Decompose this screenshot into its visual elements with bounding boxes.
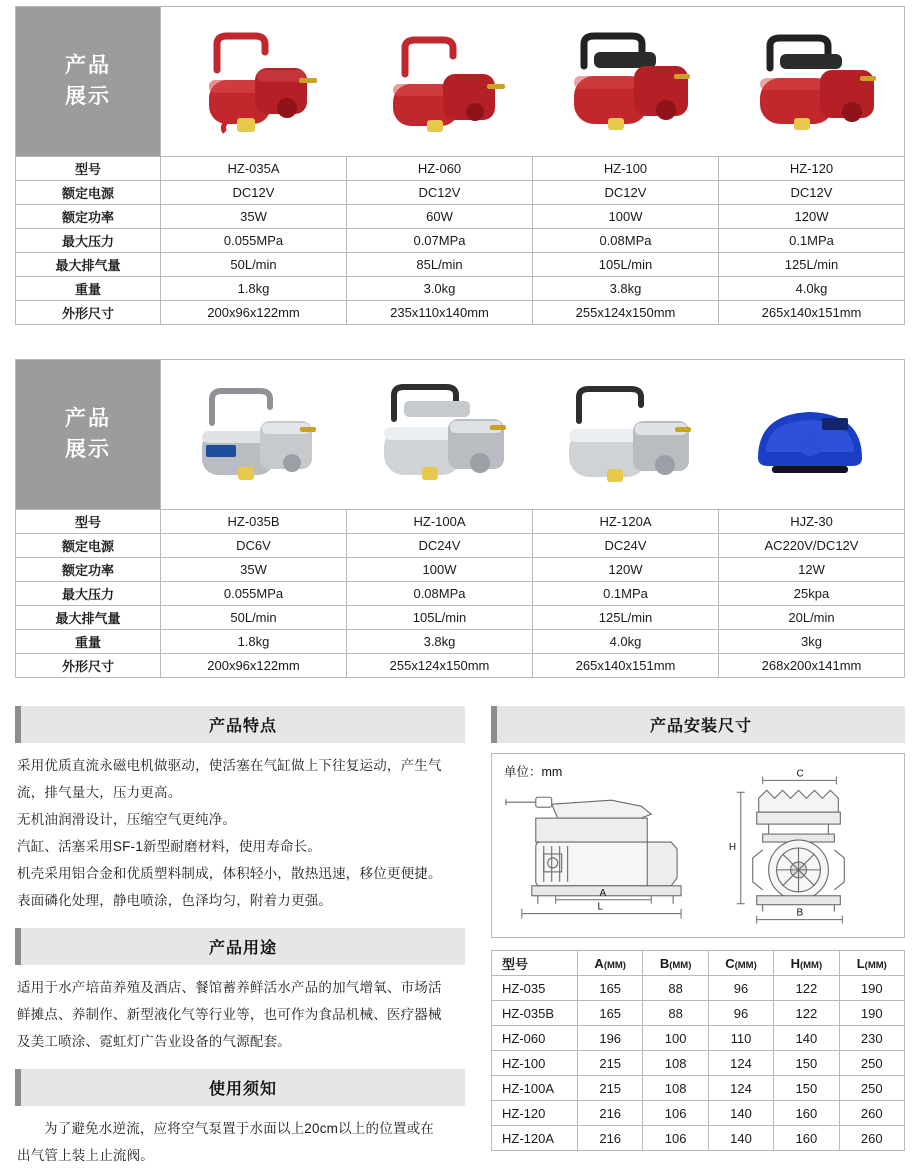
- cell: 265x140x151mm: [533, 654, 719, 678]
- cell-c: 110: [708, 1026, 773, 1051]
- col-label: 型号: [502, 956, 529, 972]
- table-row: [16, 157, 905, 181]
- cell-a: 165: [578, 1001, 643, 1026]
- cell: 235x110x140mm: [347, 301, 533, 325]
- pump-illustration-silver-1: [176, 375, 331, 495]
- cell: 268x200x141mm: [719, 654, 905, 678]
- col-header-l: [839, 951, 904, 976]
- showcase-label-line1: 产品: [65, 407, 111, 431]
- cell: DC12V: [719, 181, 905, 205]
- table-row: [16, 582, 905, 606]
- cell: 60W: [347, 205, 533, 229]
- features-line: 汽缸、活塞采用SF-1新型耐磨材料，使用寿命长。: [17, 839, 322, 854]
- cell-h: 150: [774, 1051, 839, 1076]
- cell-h: 160: [774, 1101, 839, 1126]
- cell-model: HZ-060: [492, 1026, 578, 1051]
- cell-model: HZ-100: [492, 1051, 578, 1076]
- cell-b: 108: [643, 1051, 708, 1076]
- cell: HZ-060: [347, 157, 533, 181]
- cell: 255x124x150mm: [533, 301, 719, 325]
- pump-illustration-red-4: [734, 22, 889, 142]
- cell-model: HZ-120A: [492, 1126, 578, 1151]
- cell: 20L/min: [719, 606, 905, 630]
- cell: 105L/min: [533, 253, 719, 277]
- row-head: 型号: [16, 510, 161, 534]
- cell-b: 88: [643, 1001, 708, 1026]
- features-title: 产品特点: [15, 706, 465, 743]
- block-spacer: [0, 325, 920, 359]
- cell-b: 88: [643, 976, 708, 1001]
- cell-model: HZ-100A: [492, 1076, 578, 1101]
- col-label: L: [856, 955, 865, 971]
- cell-model: HZ-035B: [492, 1001, 578, 1026]
- usage-line: 鲜摊点、养制作、新型液化气等行业等，也可作为食品机械、医疗器械: [17, 1007, 442, 1022]
- showcase-label-2: [16, 360, 161, 509]
- product-image-hjz-30: [718, 360, 904, 509]
- product-image-hz-060: [347, 7, 533, 156]
- table-row: [16, 606, 905, 630]
- spec-table-2: [15, 509, 905, 678]
- install-title: 产品安装尺寸: [491, 706, 905, 743]
- row-head: 最大排气量: [16, 253, 161, 277]
- cell: HZ-035B: [161, 510, 347, 534]
- table-row: [16, 205, 905, 229]
- features-line: 机壳采用铝合金和优质塑料制成，体积轻小，散热迅速，移位更便捷。: [17, 866, 442, 881]
- cell-b: 108: [643, 1076, 708, 1101]
- cell-a: 216: [578, 1101, 643, 1126]
- table-row: [16, 229, 905, 253]
- pump-illustration-silver-2: [360, 375, 520, 495]
- lower-section: [15, 706, 905, 1173]
- cell: 120W: [533, 558, 719, 582]
- table-row: [16, 301, 905, 325]
- features-line: 无机油润滑设计，压缩空气更纯净。: [17, 812, 237, 827]
- showcase-label-line2: 展示: [65, 437, 111, 461]
- notice-body: [15, 1106, 465, 1173]
- row-head: 外形尺寸: [16, 301, 161, 325]
- cell-a: 196: [578, 1026, 643, 1051]
- cell-l: 230: [839, 1026, 904, 1051]
- cell-b: 100: [643, 1026, 708, 1051]
- cell: 1.8kg: [161, 630, 347, 654]
- spec-table-1: [15, 156, 905, 325]
- cell: 0.08MPa: [533, 229, 719, 253]
- cell: 0.07MPa: [347, 229, 533, 253]
- cell-a: 216: [578, 1126, 643, 1151]
- cell: DC12V: [347, 181, 533, 205]
- showcase-label-line1: 产品: [65, 54, 111, 78]
- cell-c: 140: [708, 1126, 773, 1151]
- cell: 3kg: [719, 630, 905, 654]
- row-head: 重量: [16, 277, 161, 301]
- showcase-label-line2: 展示: [65, 84, 111, 108]
- dimension-drawings: [492, 754, 904, 939]
- pump-illustration-red-1: [179, 22, 329, 142]
- cell-model: HZ-120: [492, 1101, 578, 1126]
- cell: 25kpa: [719, 582, 905, 606]
- col-header-model: [492, 951, 578, 976]
- cell-c: 124: [708, 1076, 773, 1101]
- cell: 200x96x122mm: [161, 654, 347, 678]
- cell: 125L/min: [533, 606, 719, 630]
- callout-C: C: [796, 768, 804, 780]
- row-head: 额定功率: [16, 205, 161, 229]
- product-image-hz-100: [533, 7, 719, 156]
- cell-l: 250: [839, 1051, 904, 1076]
- showcase-label-1: [16, 7, 161, 156]
- pump-illustration-silver-3: [545, 375, 705, 495]
- cell: 0.055MPa: [161, 582, 347, 606]
- table-row: [16, 654, 905, 678]
- cell: HJZ-30: [719, 510, 905, 534]
- usage-body: [15, 965, 465, 1059]
- cell-model: HZ-035: [492, 976, 578, 1001]
- cell: 3.0kg: [347, 277, 533, 301]
- col-unit: (MM): [799, 959, 823, 971]
- left-column: [15, 706, 465, 1173]
- col-header-h: [774, 951, 839, 976]
- cell: DC12V: [161, 181, 347, 205]
- product-image-hz-120a: [533, 360, 719, 509]
- col-label: A: [594, 955, 604, 971]
- showcase-images-2: [161, 360, 904, 509]
- table-row: [16, 630, 905, 654]
- features-line: 流，排气量大，压力更高。: [17, 785, 182, 800]
- cell-l: 260: [839, 1126, 904, 1151]
- table-row: [492, 976, 905, 1001]
- cell: DC24V: [533, 534, 719, 558]
- callout-A: A: [599, 887, 607, 899]
- table-row: [492, 1076, 905, 1101]
- cell: 3.8kg: [533, 277, 719, 301]
- col-label: B: [659, 955, 670, 971]
- table-header-row: [492, 951, 905, 976]
- cell: 1.8kg: [161, 277, 347, 301]
- cell: 4.0kg: [533, 630, 719, 654]
- col-unit: (MM): [864, 959, 887, 971]
- row-head: 最大压力: [16, 229, 161, 253]
- right-column: [491, 706, 905, 1173]
- col-unit: (MM): [669, 959, 692, 971]
- cell-c: 124: [708, 1051, 773, 1076]
- unit-label: 单位：mm: [504, 765, 563, 779]
- row-head: 额定电源: [16, 534, 161, 558]
- table-row: [16, 558, 905, 582]
- cell: 35W: [161, 205, 347, 229]
- product-image-hz-120: [718, 7, 904, 156]
- cell-h: 122: [774, 1001, 839, 1026]
- features-line: 表面磷化处理，静电喷涂，色泽均匀，附着力更强。: [17, 893, 333, 908]
- cell-a: 215: [578, 1076, 643, 1101]
- row-head: 外形尺寸: [16, 654, 161, 678]
- product-image-hz-035b: [161, 360, 347, 509]
- showcase-row-2: [15, 359, 905, 509]
- col-unit: (MM): [603, 959, 626, 971]
- cell-c: 140: [708, 1101, 773, 1126]
- table-row: [492, 1001, 905, 1026]
- cell-h: 150: [774, 1076, 839, 1101]
- cell: 85L/min: [347, 253, 533, 277]
- product-image-hz-035a: [161, 7, 347, 156]
- cell-b: 106: [643, 1126, 708, 1151]
- table-row: [492, 1051, 905, 1076]
- cell: 100W: [347, 558, 533, 582]
- cell: AC220V/DC12V: [719, 534, 905, 558]
- table-row: [492, 1101, 905, 1126]
- cell-c: 96: [708, 1001, 773, 1026]
- cell-l: 190: [839, 1001, 904, 1026]
- cell: HZ-100: [533, 157, 719, 181]
- cell: 125L/min: [719, 253, 905, 277]
- usage-title: 产品用途: [15, 928, 465, 965]
- pump-illustration-red-3: [548, 22, 703, 142]
- row-head: 重量: [16, 630, 161, 654]
- pump-illustration-red-2: [365, 22, 515, 142]
- row-head: 额定电源: [16, 181, 161, 205]
- cell: 35W: [161, 558, 347, 582]
- cell: 3.8kg: [347, 630, 533, 654]
- pump-illustration-blue: [736, 380, 886, 490]
- cell-l: 250: [839, 1076, 904, 1101]
- cell-c: 96: [708, 976, 773, 1001]
- cell: DC24V: [347, 534, 533, 558]
- cell: 12W: [719, 558, 905, 582]
- cell: 50L/min: [161, 606, 347, 630]
- cell: DC6V: [161, 534, 347, 558]
- dimension-table: [491, 950, 905, 1151]
- usage-line: 适用于水产培苗养殖及酒店、餐馆蓄养鲜活水产品的加气增氧、市场活: [17, 980, 442, 995]
- cell: HZ-120A: [533, 510, 719, 534]
- cell: HZ-120: [719, 157, 905, 181]
- product-spec-page: [0, 6, 920, 1163]
- features-body: [15, 743, 465, 918]
- cell: 100W: [533, 205, 719, 229]
- spec-block-1: [15, 6, 905, 325]
- table-row: [16, 534, 905, 558]
- cell: 105L/min: [347, 606, 533, 630]
- col-header-b: [643, 951, 708, 976]
- features-line: 采用优质直流永磁电机做驱动，使活塞在气缸做上下往复运动，产生气: [17, 758, 442, 773]
- usage-line: 及美工喷涂、霓虹灯广告业设备的气源配套。: [17, 1034, 291, 1049]
- install-drawing: [491, 753, 905, 938]
- cell: 0.055MPa: [161, 229, 347, 253]
- row-head: 额定功率: [16, 558, 161, 582]
- callout-H: H: [728, 841, 737, 853]
- callout-B: B: [796, 907, 804, 919]
- cell-h: 160: [774, 1126, 839, 1151]
- cell: 200x96x122mm: [161, 301, 347, 325]
- row-head: 最大压力: [16, 582, 161, 606]
- row-head: 型号: [16, 157, 161, 181]
- cell: 4.0kg: [719, 277, 905, 301]
- cell: HZ-100A: [347, 510, 533, 534]
- cell: 120W: [719, 205, 905, 229]
- showcase-row-1: [15, 6, 905, 156]
- col-unit: (MM): [734, 959, 757, 971]
- cell-l: 190: [839, 976, 904, 1001]
- table-row: [492, 1026, 905, 1051]
- notice-title: 使用须知: [15, 1069, 465, 1106]
- cell: 265x140x151mm: [719, 301, 905, 325]
- cell-a: 165: [578, 976, 643, 1001]
- cell-h: 122: [774, 976, 839, 1001]
- table-row: [16, 181, 905, 205]
- cell: DC12V: [533, 181, 719, 205]
- cell: 255x124x150mm: [347, 654, 533, 678]
- cell: 0.08MPa: [347, 582, 533, 606]
- table-row: [492, 1126, 905, 1151]
- row-head: 最大排气量: [16, 606, 161, 630]
- cell: 0.1MPa: [533, 582, 719, 606]
- notice-line: 为了避免水逆流，应将空气泵置于水面以上20cm以上的位置或在: [44, 1121, 435, 1136]
- table-row: [16, 510, 905, 534]
- col-header-a: [578, 951, 643, 976]
- table-row: [16, 253, 905, 277]
- showcase-images-1: [161, 7, 904, 156]
- cell-l: 260: [839, 1101, 904, 1126]
- col-label: H: [790, 955, 800, 971]
- notice-line: 出气管上装上止流阀。: [17, 1148, 154, 1163]
- cell-a: 215: [578, 1051, 643, 1076]
- product-image-hz-100a: [347, 360, 533, 509]
- table-row: [16, 277, 905, 301]
- col-header-c: [708, 951, 773, 976]
- cell-h: 140: [774, 1026, 839, 1051]
- spec-block-2: [15, 359, 905, 678]
- callout-L: L: [597, 901, 604, 913]
- cell: HZ-035A: [161, 157, 347, 181]
- cell-b: 106: [643, 1101, 708, 1126]
- cell: 50L/min: [161, 253, 347, 277]
- col-label: C: [725, 955, 735, 971]
- cell: 0.1MPa: [719, 229, 905, 253]
